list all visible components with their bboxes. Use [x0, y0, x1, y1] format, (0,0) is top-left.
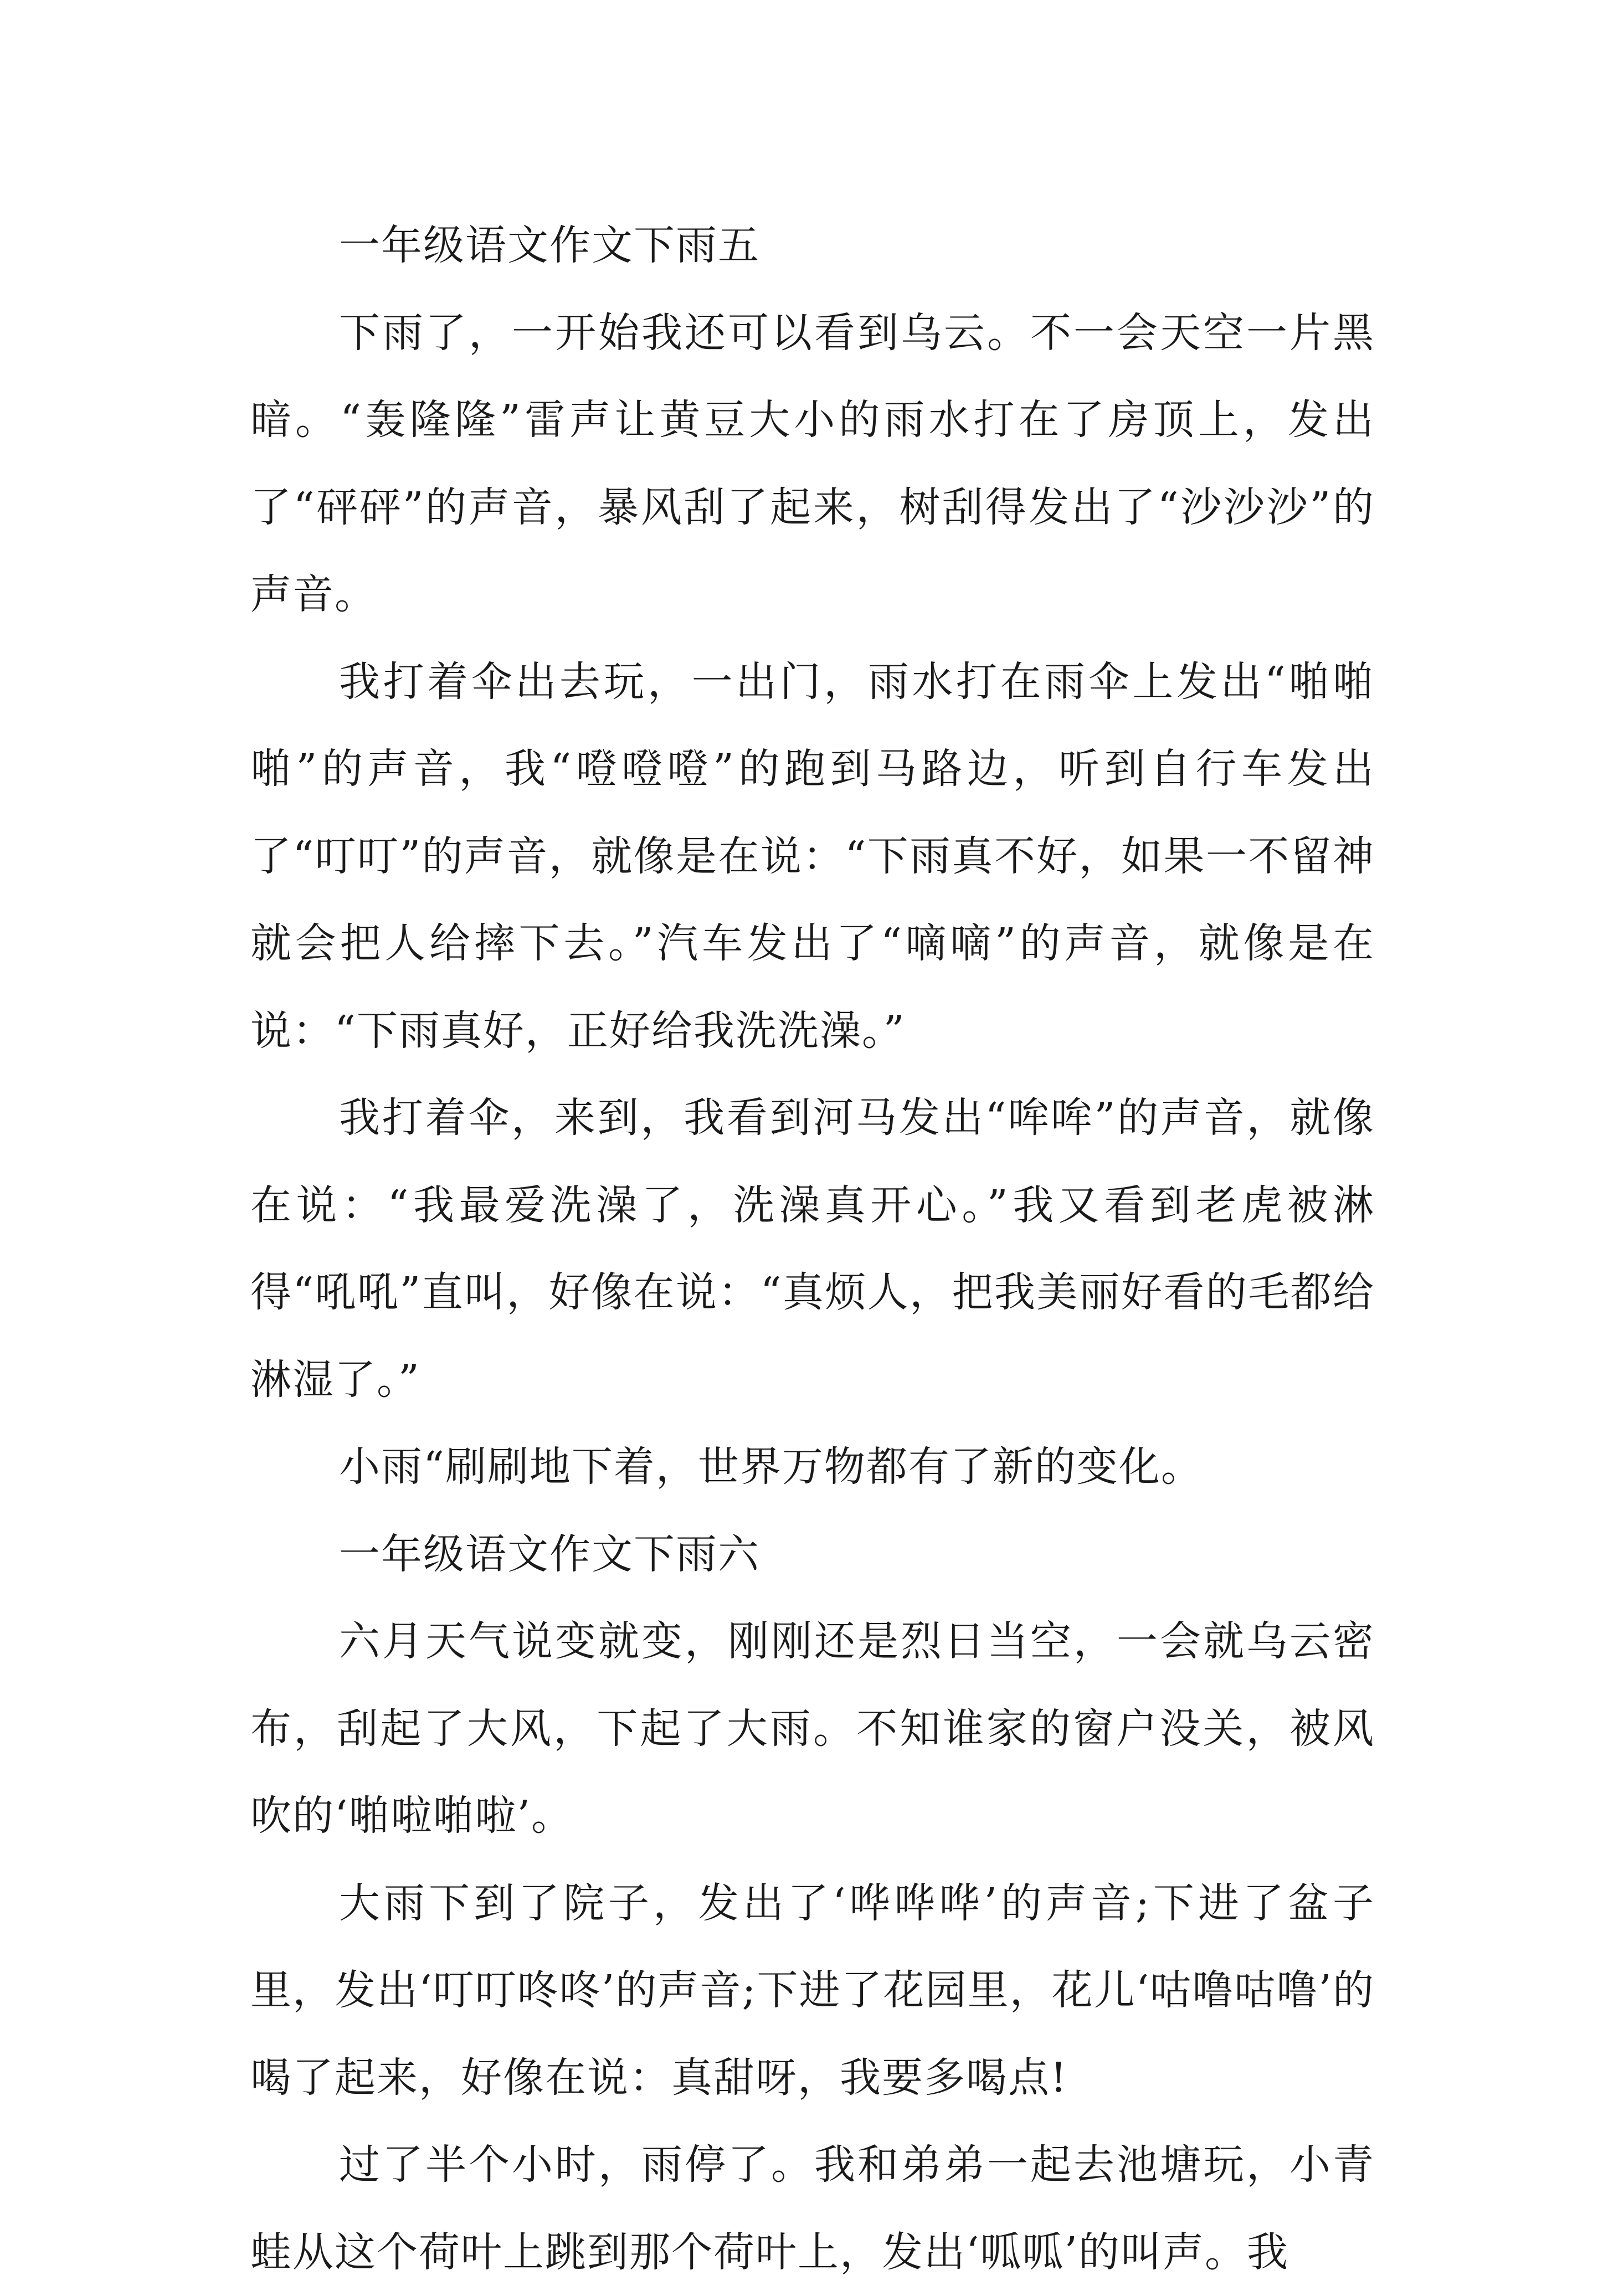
- paragraph: 小雨“刷刷地下着，世界万物都有了新的变化。: [339, 1443, 1203, 1491]
- essay-title-5: 一年级语文作文下雨五: [339, 222, 760, 269]
- paragraph: 过了半个小时，雨停了。我和弟弟一起去池塘玩，小青蛙从这个荷叶上跳到那个荷叶上，发出‘呱呱’的叫声。我: [250, 2141, 1375, 2276]
- essay-title-6: 一年级语文作文下雨六: [339, 1530, 760, 1578]
- paragraph: 大雨下到了院子，发出了‘哗哗哗’的声音;下进了盆子里，发出‘叮叮咚咚’的声音;下进了花园里，花儿‘咕噜咕噜’的喝了起来，好像在说：真甜呀，我要多喝点!: [250, 1879, 1375, 2102]
- paragraph: 我打着伞，来到，我看到河马发出“哞哞”的声音，就像在说：“我最爱洗澡了，洗澡真开心。”我又看到老虎被淋得“吼吼”直叫，好像在说：“真烦人，把我美丽好看的毛都给淋湿了。”: [250, 1094, 1375, 1404]
- paragraph: 下雨了，一开始我还可以看到乌云。不一会天空一片黑暗。“轰隆隆”雷声让黄豆大小的雨水打在了房顶上，发出了“砰砰”的声音，暴风刮了起来，树刮得发出了“沙沙沙”的声音。: [250, 309, 1375, 618]
- paragraph: 六月天气说变就变，刚刚还是烈日当空，一会就乌云密布，刮起了大风，下起了大雨。不知谁家的窗户没关，被风吹的‘啪啦啪啦’。: [250, 1617, 1375, 1840]
- paragraph: 我打着伞出去玩，一出门，雨水打在雨伞上发出“啪啪啪”的声音，我“噔噔噔”的跑到马路边，听到自行车发出了“叮叮”的声音，就像是在说：“下雨真不好，如果一不留神就会把人给摔下去。”汽车发出了“嘀嘀”的声音，就像是在说：“下雨真好，正好给我洗洗澡。”: [250, 658, 1375, 1055]
- document-page: [250, 202, 1375, 2296]
